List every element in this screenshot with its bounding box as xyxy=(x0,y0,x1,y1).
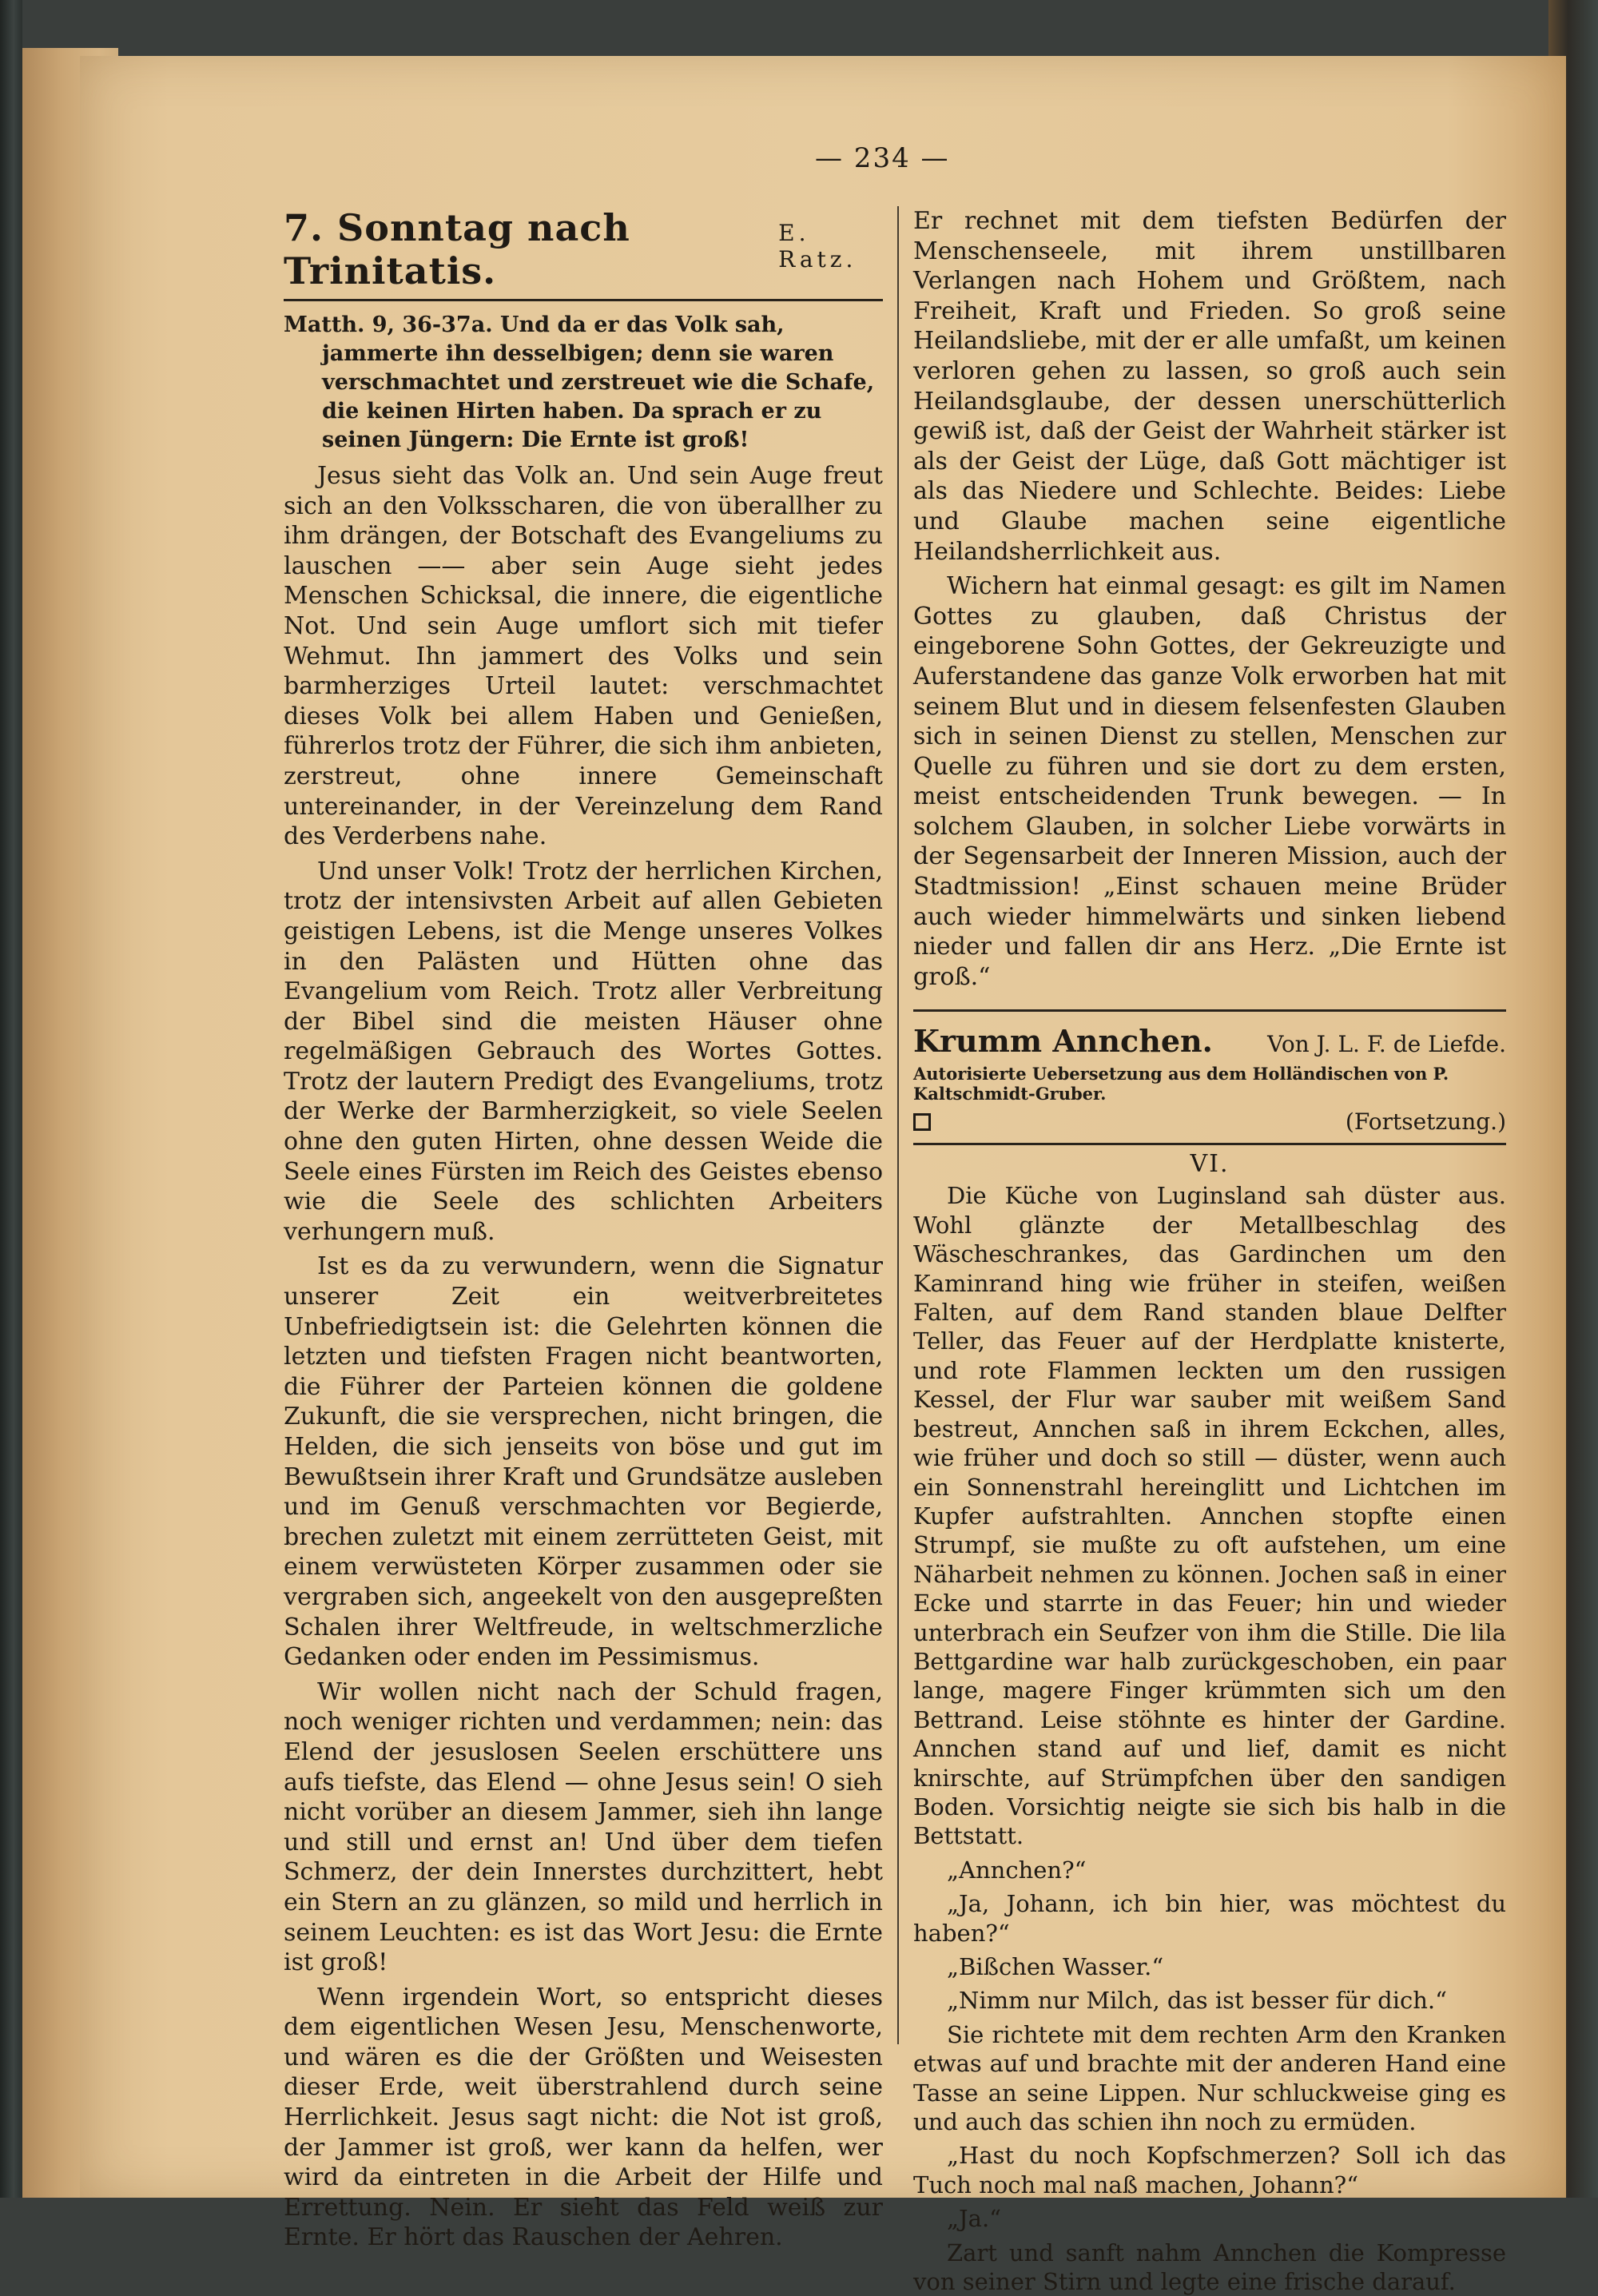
dialog-line: „Ja, Johann, ich bin hier, was möchtest du haben?“ xyxy=(913,1890,1506,1947)
scripture-quote: Matth. 9, 36-37a. Und da er das Volk sah, jammerte ihn desselbigen; denn sie waren verschmachtet und zerstreuet wie die Schafe, die keinen Hirten haben. Da sprach er zu seinen Jüngern: Die Ernte ist groß! xyxy=(284,312,875,452)
column-divider xyxy=(897,206,899,2044)
paragraph: Und unser Volk! Trotz der herrlichen Kirchen, trotz der intensivsten Arbeit auf allen Gebieten geistigen Lebens, ist die Menge unseres Volkes in den Palästen und Hütten ohne das Evangelium vom Reich. Trotz aller Verbreitung der Bibel sind die meisten Häuser ohne regelmäßigen Gebrauch des Wortes Gottes. Trotz der lautern Predigt des Evangeliums, trotz der Werke der Barmherzigkeit, so viele Seelen ohne den guten Hirten, ohne dessen Weide die Seele eines Fürsten im Reich des Geistes ebenso wie die Seele des schlichten Arbeiters verhungern muß. xyxy=(284,857,883,1246)
right-column xyxy=(913,206,1506,2296)
dialog-line: „Bißchen Wasser.“ xyxy=(947,1953,1164,1980)
serial-title: Krumm Annchen. xyxy=(913,1023,1213,1060)
paragraph: Wenn irgendein Wort, so entspricht dieses dem eigentlichen Wesen Jesu, Menschenworte, und wären es die der Größten und Weisesten dieser Erde, weit überstrahlend durch seine Herrlichkeit. Jesus sagt nicht: die Not ist groß, der Jammer ist groß, wer kann da helfen, wer wird da eintreten in die Arbeit der Hilfe und Errettung. Nein. Er sieht das Feld weiß zur Ernte. Er hört das Rauschen der Aehren. xyxy=(284,1983,883,2252)
article-header xyxy=(284,206,883,301)
paragraph: Wir wollen nicht nach der Schuld fragen, noch weniger richten und verdammen; nein: das Elend der jesuslosen Seelen erschüttere uns aufs tiefste, das Elend — ohne Jesus sein! O sieh nicht vorüber an diesem Jammer, sieh ihn lange und still und ernst an! Und über dem tiefen Schmerz, der dein Innerstes durchzittert, hebt ein Stern an zu glänzen, so mild und herrlich in seinem Leuchten: es ist das Wort Jesu: die Ernte ist groß! xyxy=(284,1677,883,1977)
paragraph-continued: Er rechnet mit dem tiefsten Bedürfen der Menschenseele, mit ihrem unstillbaren Verlangen nach Hohem und Größtem, nach Freiheit, Kraft und Frieden. So groß seine Heilandsliebe, mit der er alle umfaßt, um keinen verloren gehen zu lassen, so groß auch sein Heilandsglaube, der dessen unerschütterlich gewiß ist, daß der Geist der Wahrheit stärker ist als der Geist der Lüge, daß Gott mächtiger ist als das Niedere und Schlechte. Beides: Liebe und Glaube machen seine eigentliche Heilandsherrlichkeit aus. xyxy=(913,207,1506,566)
serial-text xyxy=(913,1181,1506,2296)
chapter-number: VI. xyxy=(1190,1150,1230,1179)
paragraph: Ist es da zu verwundern, wenn die Signatur unserer Zeit ein weitverbreitetes Unbefriedigtsein ist: die Gelehrten können die letzten und tiefsten Fragen nicht beantworten, die Führer der Parteien können die goldene Zukunft, die sie versprechen, nicht bringen, die Helden, die sich jenseits von böse und gut im Bewußtsein ihrer Kraft und Grundsätze ausleben und im Genuß verschmachten vor Begierde, brechen zuletzt mit einem zerrütteten Geist, mit einem verwüsteten Körper zusammen oder sie vergraben sich, angeekelt von den ausgepreßten Schalen ihrer Weltfreude, in weltschmerzliche Gedanken oder enden im Pessimismus. xyxy=(284,1252,883,1672)
dialog-line: „Annchen?“ xyxy=(947,1856,1087,1884)
serial-translation-note: Autorisierte Uebersetzung aus dem Holländischen von P. Kaltschmidt-Gruber. xyxy=(913,1064,1449,1104)
serial-header xyxy=(913,1009,1506,1145)
book-binding-left xyxy=(0,0,22,2198)
article-title: 7. Sonntag nach Trinitatis. xyxy=(284,206,630,292)
article-author: E. Ratz. xyxy=(778,220,857,273)
paragraph: Wichern hat einmal gesagt: es gilt im Namen Gottes zu glauben, daß Christus der eingeborene Sohn Gottes, der Gekreuzigte und Auferstandene das ganze Volk erworben hat mit seinem Blut und in diesem felsenfesten Glauben sich in seinen Dienst zu stellen, Menschen zur Quelle zu führen und sie dort zu dem ersten, meist entscheidenden Trunk bewegen. — In solchem Glauben, in solcher Liebe vorwärts in der Segensarbeit der Inneren Mission, auch der Stadtmission! „Einst schauen meine Brüder auch wieder himmelwärts und sinken liebend nieder und fallen dir ans Herz. „Die Ernte ist groß.“ xyxy=(913,572,1506,991)
serial-author: Von J. L. F. de Liefde. xyxy=(1267,1031,1506,1058)
paragraph: Die Küche von Luginsland sah düster aus. Wohl glänzte der Metallbeschlag des Wäscheschrankes, das Gardinchen um den Kaminrand hing wie früher in steifen, weißen Falten, auf dem Rand standen blaue Delfter Teller, das Feuer auf der Herdplatte knisterte, und rote Flammen leckten um den russigen Kessel, der Flur war sauber mit weißem Sand bestreut, Annchen saß in ihrem Eckchen, alles, wie früher und doch so still — düster, wenn auch ein Sonnenstrahl hereinglitt und Lichtchen im Kupfer aufstrahlten. Annchen stopfte einen Strumpf, sie mußte zu oft aufstehen, um eine Näharbeit nehmen zu können. Jochen saß in einer Ecke und starrte in das Feuer; hin und wieder unterbrach ein Seufzer von ihm die Stille. Die lila Bettgardine war halb zurückgeschoben, ein paar lange, magere Finger krümmten sich um den Bettrand. Leise stöhnte es hinter der Gardine. Annchen stand auf und lief, damit es nicht knirschte, auf Strümpfchen über den sandigen Boden. Vorsichtig neigte sie sich bis halb in die Bettstatt. xyxy=(913,1182,1506,1850)
dialog-line: „Ja.“ xyxy=(947,2205,1001,2233)
serial-continued-label: (Fortsetzung.) xyxy=(1345,1108,1506,1136)
paragraph: Zart und sanft nahm Annchen die Kompresse von seiner Stirn und legte eine frische darauf. xyxy=(913,2238,1506,2296)
square-ornament-icon xyxy=(913,1113,931,1131)
serial-title-row xyxy=(913,1023,1506,1059)
dialog-line: „Hast du noch Kopfschmerzen? Soll ich das Tuch noch mal naß machen, Johann?“ xyxy=(913,2142,1506,2199)
dialog-line: „Nimm nur Milch, das ist besser für dich.“ xyxy=(947,1987,1447,2015)
left-column xyxy=(284,206,883,2253)
serial-footer-row xyxy=(913,1108,1506,1135)
paragraph: Jesus sieht das Volk an. Und sein Auge freut sich an den Volksscharen, die von überallher zu ihm drängen, der Botschaft des Evangeliums zu lauschen —— aber sein Auge sieht jedes Menschen Schicksal, die innere, die eigentliche Not. Und sein Auge umflort sich mit tiefer Wehmut. Ihn jammert des Volks und sein barmherziges Urteil lautet: verschmachtet dieses Volk bei allem Haben und Genießen, führerlos trotz der Führer, die sich ihm anbieten, zerstreut, ohne innere Gemeinschaft untereinander, in der Vereinzelung dem Rand des Verderbens nahe. xyxy=(284,462,883,851)
page-number: — 234 — xyxy=(815,142,950,174)
paragraph: Sie richtete mit dem rechten Arm den Kranken etwas auf und brachte mit der anderen Hand eine Tasse an seine Lippen. Nur schluckweise ging es und auch das schien ihn noch zu ermüden. xyxy=(913,2020,1506,2136)
